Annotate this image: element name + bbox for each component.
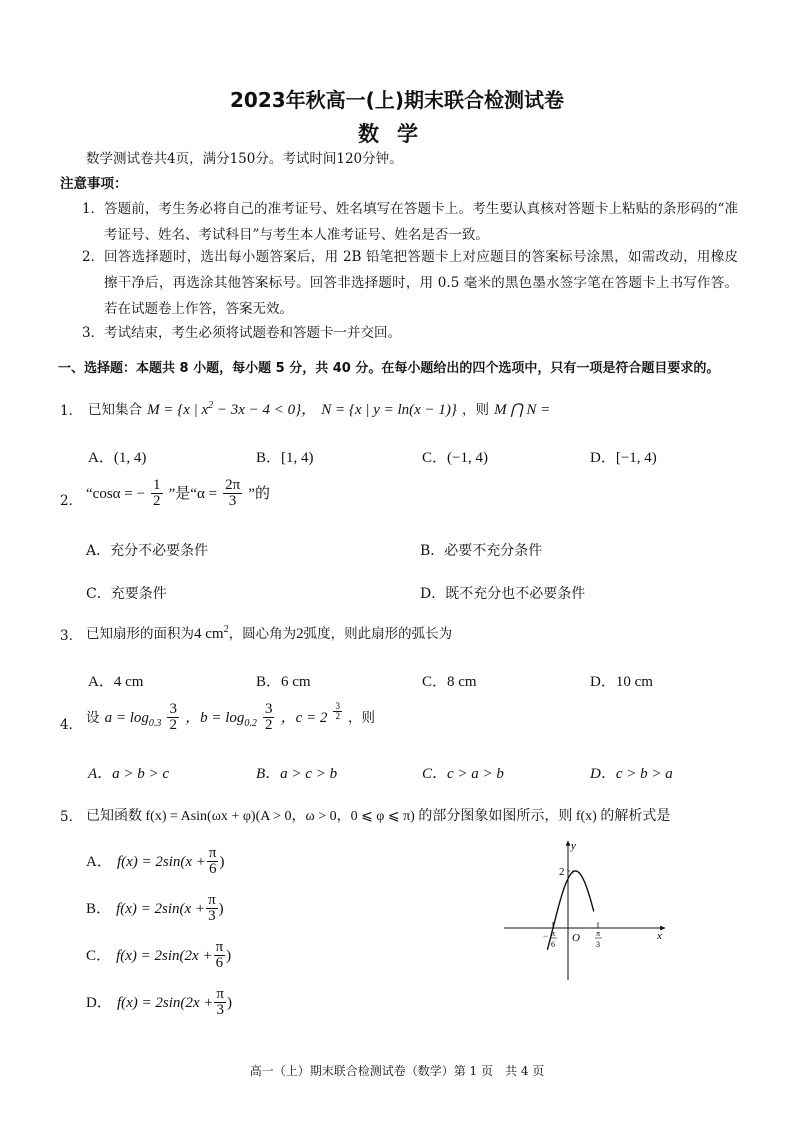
q4-frac-a [167,702,179,733]
q1-m-exp: 2 [208,400,214,411]
q5-option-d [86,987,232,1018]
q4-c-exponent [333,702,342,721]
note-item-2 [82,244,738,322]
option-close: ) [226,948,232,964]
q3-text-c: 弧度，则此扇形的弧长为 [303,626,453,642]
option-label: D． [86,995,112,1011]
option-label: C． [86,948,112,964]
q5-number: 5． [60,809,83,825]
q3-option-d: D．10 cm [590,674,653,690]
q1-text-a: 已知集合 [88,402,142,418]
option-label: A． [86,854,112,870]
q2-option-b: B．必要不充分条件 [420,543,543,559]
y-axis-label: y [571,840,576,852]
max-value-label: 2 [559,866,565,878]
origin-label: O [572,932,580,944]
q4-frac-b [263,702,275,733]
option-close: ) [226,995,232,1011]
frac-numerator: π [208,845,217,861]
frac-numerator: 3 [169,701,177,717]
q1-number: 1． [60,403,83,419]
q4-a [104,710,162,729]
pos-tick-numerator: π [596,929,601,938]
q4-a-lhs: a = log [104,710,149,726]
q4-option-b: B．a > c > b [256,766,338,782]
option-expr: f(x) = 2sin(2x + [116,948,213,964]
q1-m-head: M = {x | x [147,402,209,418]
q2-number: 2． [60,493,83,509]
q4-a-base: 0.3 [148,718,162,729]
q2-open: “cosα = − [86,486,145,502]
frac-denominator: 6 [215,955,224,971]
frac-denominator: 2 [264,717,273,733]
frac-numerator: π [208,892,216,908]
option-label: B． [86,901,112,917]
notes-heading: 注意事项： [60,176,128,192]
note-item-3 [82,320,738,346]
q1-option-c: C．(−1, 4) [422,450,488,466]
option-frac [214,940,226,971]
q2-stem [86,478,270,509]
note-item-1 [82,196,738,248]
q1-text-b: ，则 [462,402,489,418]
q5-option-a [86,846,224,877]
q3-area [194,626,229,642]
frac-numerator: π [215,939,224,955]
note-num: 3． [82,325,105,341]
option-close: ) [219,854,225,870]
neg-tick-denominator: 6 [551,940,555,949]
option-expr: f(x) = 2sin(2x + [116,995,214,1011]
q2-mid: ”是“α = [168,486,218,502]
frac-denominator: 2 [335,711,340,721]
page-footer: 高一（上）期末联合检测试卷（数学）第 1 页 共 4 页 [249,1064,545,1078]
option-close: ) [218,901,224,917]
frac-denominator: 3 [216,1002,224,1018]
frac-denominator: 3 [228,493,237,509]
frac-numerator: π [216,986,224,1002]
q3-stem [86,623,452,643]
q2-frac-half [151,478,163,509]
subject-title: 数学 [358,122,436,146]
q2-close: ”的 [248,486,270,502]
option-expr: f(x) = 2sin(x + [116,854,206,870]
q3-text-a: 已知扇形的面积为 [86,626,194,642]
q4-option-c: C．c > a > b [422,766,504,782]
q3-option-c: C．8 cm [422,674,477,690]
pos-tick-denominator: 3 [596,940,600,949]
q1-set-m [147,402,316,418]
frac-numerator: 3 [264,701,273,717]
q4-number: 4． [60,717,83,733]
frac-numerator: 2π [225,477,241,493]
frac-denominator: 2 [169,717,177,733]
note-text: 答题前，考生务必将自己的准考证号、姓名填写在答题卡上。考生要认真核对答题卡上粘贴的条形码的“准考证号、姓名、考试科目”与考生本人准考证号、姓名是否一致。 [104,201,738,243]
q5-function-graph [500,835,675,985]
note-num: 2． [82,249,105,265]
q4-option-d: D．c > b > a [590,766,673,782]
q4-b-lhs: ，b = log [185,710,245,726]
q3-number: 3． [60,628,83,644]
q1-stem [88,398,550,419]
q3-text-b: ，圆心角为 [228,626,297,642]
q3-option-b: B．6 cm [256,674,311,690]
frac-denominator: 2 [153,493,161,509]
option-frac [206,893,218,924]
option-frac [207,846,219,877]
q3-option-a: A．4 cm [88,674,144,690]
note-num: 1． [82,201,105,217]
q3-area-exp: 2 [223,624,229,635]
q4-stem [86,702,375,733]
q2-option-c: C．充要条件 [86,586,167,602]
frac-denominator: 6 [208,861,217,877]
q1-option-d: D．[−1, 4) [590,450,657,466]
frac-numerator: 1 [153,477,161,493]
frac-numerator: 3 [335,701,340,711]
q3-area-value: 4 cm [194,626,224,642]
q1-option-a: A．(1, 4) [88,450,147,466]
q5-stem: 已知函数 f(x) = Asin(ωx + φ)(A > 0，ω > 0，0 ⩽ φ ⩽ π) 的部分图象如图所示，则 f(x) 的解析式是 [86,809,671,824]
note-text: 考试结束，考生必须将试题卷和答题卡一并交回。 [104,325,401,341]
option-frac [214,987,226,1018]
q4-text-a: 设 [86,710,100,726]
exam-intro: 数学测试卷共4页，满分150分。考试时间120分钟。 [86,151,403,167]
note-text: 回答选择题时，选出每小题答案后，用 2B 铅笔把答题卡上对应题目的答案标号涂黑，如需改动，用橡皮擦干净后，再选涂其他答案标号。回答非选择题时，用 0.5 毫米的黑色墨水签字笔在答题卡上书写作答。若在试题卷上作答，答案无效。 [104,249,738,317]
q4-option-a: A．a > b > c [88,766,170,782]
q2-option-d: D．既不充分也不必要条件 [420,586,586,602]
q5-option-c [86,940,231,971]
q4-text-b: ，则 [348,710,376,726]
x-axis-label: x [657,930,662,942]
q2-option-a: A．充分不必要条件 [86,543,209,559]
q3-angle: 2 [296,626,304,642]
neg-tick-sign: − [543,931,549,941]
q4-c: ，c = 2 [280,710,328,726]
q4-b-base: 0.2 [244,718,257,729]
exam-title: 2023年秋高一(上)期末联合检测试卷 [230,88,564,112]
option-expr: f(x) = 2sin(x + [116,901,206,917]
section-heading: 一、选择题：本题共 8 小题，每小题 5 分，共 40 分。在每小题给出的四个选项中，只有一项是符合题目要求的。 [58,361,720,376]
q1-set-n: N = {x | y = ln(x − 1)} [321,402,457,418]
q1-ask: M ⋂ N = [494,402,551,418]
q4-b [185,710,257,729]
q1-m-rest: − 3x − 4 < 0}， [213,402,317,418]
neg-tick-numerator: π [551,929,556,938]
q1-option-b: B．[1, 4) [256,450,314,466]
q5-option-b [86,893,224,924]
q2-frac-angle [223,478,242,509]
frac-denominator: 3 [208,908,216,924]
